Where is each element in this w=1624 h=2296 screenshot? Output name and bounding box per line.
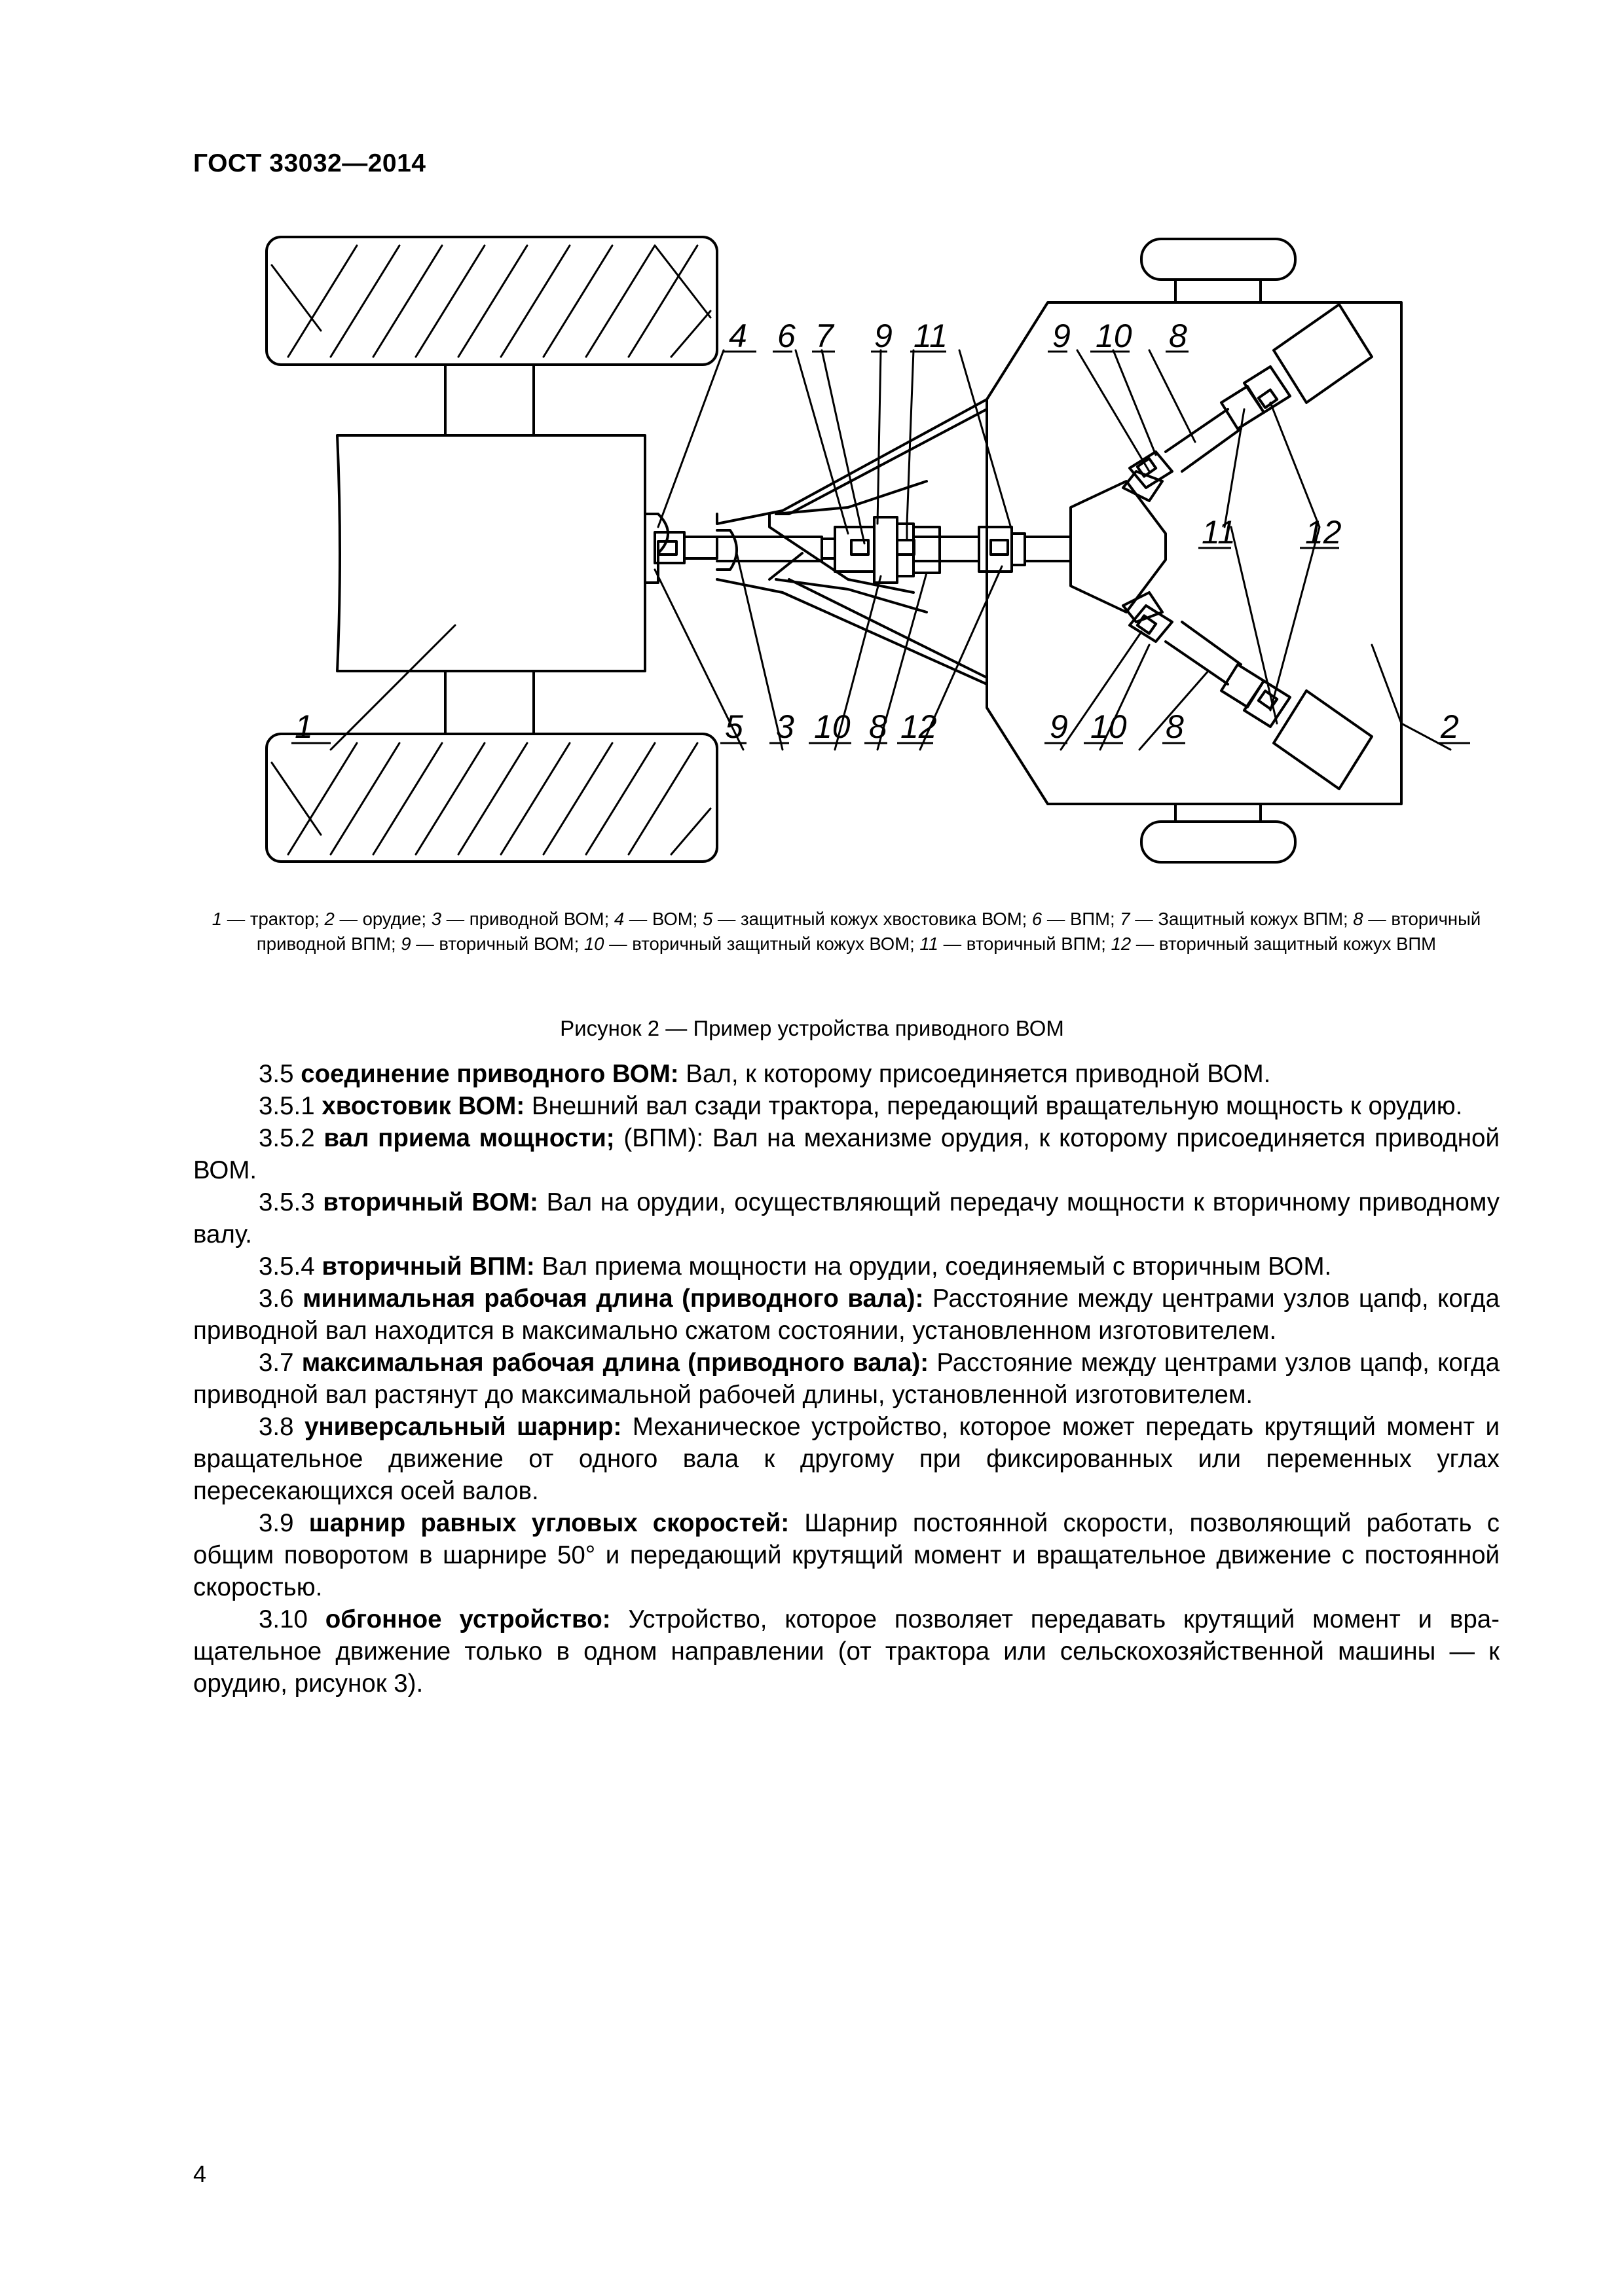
paragraph-3-5-2: 3.5.2 вал приема мощности; (ВПМ): Вал на механизме орудия, к которому присоединяется приводной ВОМ.: [193, 1124, 1500, 1184]
legend-item: 4 — ВОМ;: [614, 909, 703, 929]
legend-item: 8 — вторичный приводной ВПМ;: [256, 909, 1481, 954]
label-9: 9: [874, 318, 893, 354]
figure-legend: [193, 907, 1500, 957]
label-6: 6: [777, 318, 796, 354]
paragraph-3-5-3: 3.5.3 вторичный ВОМ: Вал на орудии, осуществляющий передачу мощности к вторичному приводному валу.: [193, 1188, 1500, 1248]
legend-item: 9 — вторичный ВОМ;: [401, 934, 584, 954]
legend-item: 10 — вторичный защитный кожух ВОМ;: [583, 934, 920, 954]
label-11-mid: 11: [1202, 514, 1236, 551]
figure-caption: Рисунок 2 — Пример устройства приводного ВОМ: [560, 1016, 1064, 1040]
label-3: 3: [776, 708, 794, 745]
label-11: 11: [913, 318, 948, 354]
implement-wheel-bottom: [1141, 822, 1295, 862]
document-body: [193, 1058, 1500, 1700]
legend-item: 12 — вторичный защитный кожух ВПМ: [1111, 934, 1437, 954]
legend-item: 11 — вторичный ВПМ;: [919, 934, 1111, 954]
label-4: 4: [729, 318, 747, 354]
label-2: 2: [1441, 708, 1459, 745]
implement-wheel-top: [1141, 239, 1295, 280]
label-10: 10: [814, 708, 851, 745]
label-1: 1: [295, 708, 313, 745]
label-12-mid: 12: [1305, 514, 1342, 551]
implement-gearbox-lower: [1274, 691, 1372, 789]
label-10-right: 10: [1096, 318, 1132, 354]
page-number: 4: [193, 2160, 207, 2187]
paragraph-3-10: 3.10 обгонное устройство: Устройство, которое позволяет передавать крутящий момент и вращательное движение только в одном направлении (от трактора или сельскохозяйственной машины — к орудию, рисунок 3).: [193, 1605, 1500, 1698]
paragraph-3-6: 3.6 минимальная рабочая длина (приводного вала): Расстояние между центрами узлов цапф, когда приводной вал находится в максимально сжатом состоянии, установленном изготовителем.: [193, 1285, 1500, 1345]
implement-gearbox-upper: [1274, 304, 1372, 403]
label-10-bottom: 10: [1090, 708, 1127, 745]
label-12: 12: [900, 708, 937, 745]
label-9-bottom: 9: [1050, 708, 1068, 745]
label-9-right: 9: [1052, 318, 1071, 354]
tractor-body: [337, 435, 645, 671]
paragraph-3-7: 3.7 максимальная рабочая длина (приводного вала): Расстояние между центрами узлов цапф, когда приводной вал растянут до максимальной рабочей длины, установленной изготовителем.: [193, 1349, 1500, 1409]
label-7: 7: [815, 318, 834, 354]
legend-item: 7 — Защитный кожух ВПМ;: [1120, 909, 1354, 929]
tractor-rear-tire-top: [267, 237, 717, 365]
legend-item: 3 — приводной ВОМ;: [431, 909, 614, 929]
label-8-bottom: 8: [1166, 708, 1184, 745]
paragraph-3-8: 3.8 универсальный шарнир: Механическое устройство, которое может передать крутящий момент и вращательное движение от одного вала к другому при фиксированных или переменных углах пересекающихся осей валов.: [193, 1413, 1500, 1505]
legend-item: 1 — трактор;: [212, 909, 325, 929]
paragraph-3-5: 3.5 соединение приводного ВОМ: Вал, к которому присоединяется приводной ВОМ.: [259, 1060, 1271, 1088]
diagram-svg: [259, 226, 1526, 874]
gearbox: [1071, 481, 1166, 612]
paragraph-3-5-1: 3.5.1 хвостовик ВОМ: Внешний вал сзади трактора, передающий вращательную мощность к орудию.: [259, 1092, 1463, 1120]
legend-item: 5 — защитный кожух хвостовика ВОМ;: [702, 909, 1032, 929]
document-header: ГОСТ 33032—2014: [193, 149, 426, 177]
figure-pto-drive-diagram: [259, 226, 1526, 874]
legend-item: 6 — ВПМ;: [1031, 909, 1120, 929]
implement-frame: [987, 302, 1401, 804]
paragraph-3-9: 3.9 шарнир равных угловых скоростей: Шарнир постоянной скорости, позволяющий работать с общим поворотом в шарнире 50° и передающий крутящий момент и вращательное движение с постоянной скоростью.: [193, 1509, 1500, 1601]
label-8-right: 8: [1169, 318, 1187, 354]
tractor-rear-tire-bottom: [267, 734, 717, 862]
label-8: 8: [869, 708, 887, 745]
paragraph-3-5-4: 3.5.4 вторичный ВПМ: Вал приема мощности на орудии, соединяемый с вторичным ВОМ.: [259, 1252, 1332, 1281]
legend-item: 2 — орудие;: [324, 909, 432, 929]
label-5: 5: [725, 708, 743, 745]
